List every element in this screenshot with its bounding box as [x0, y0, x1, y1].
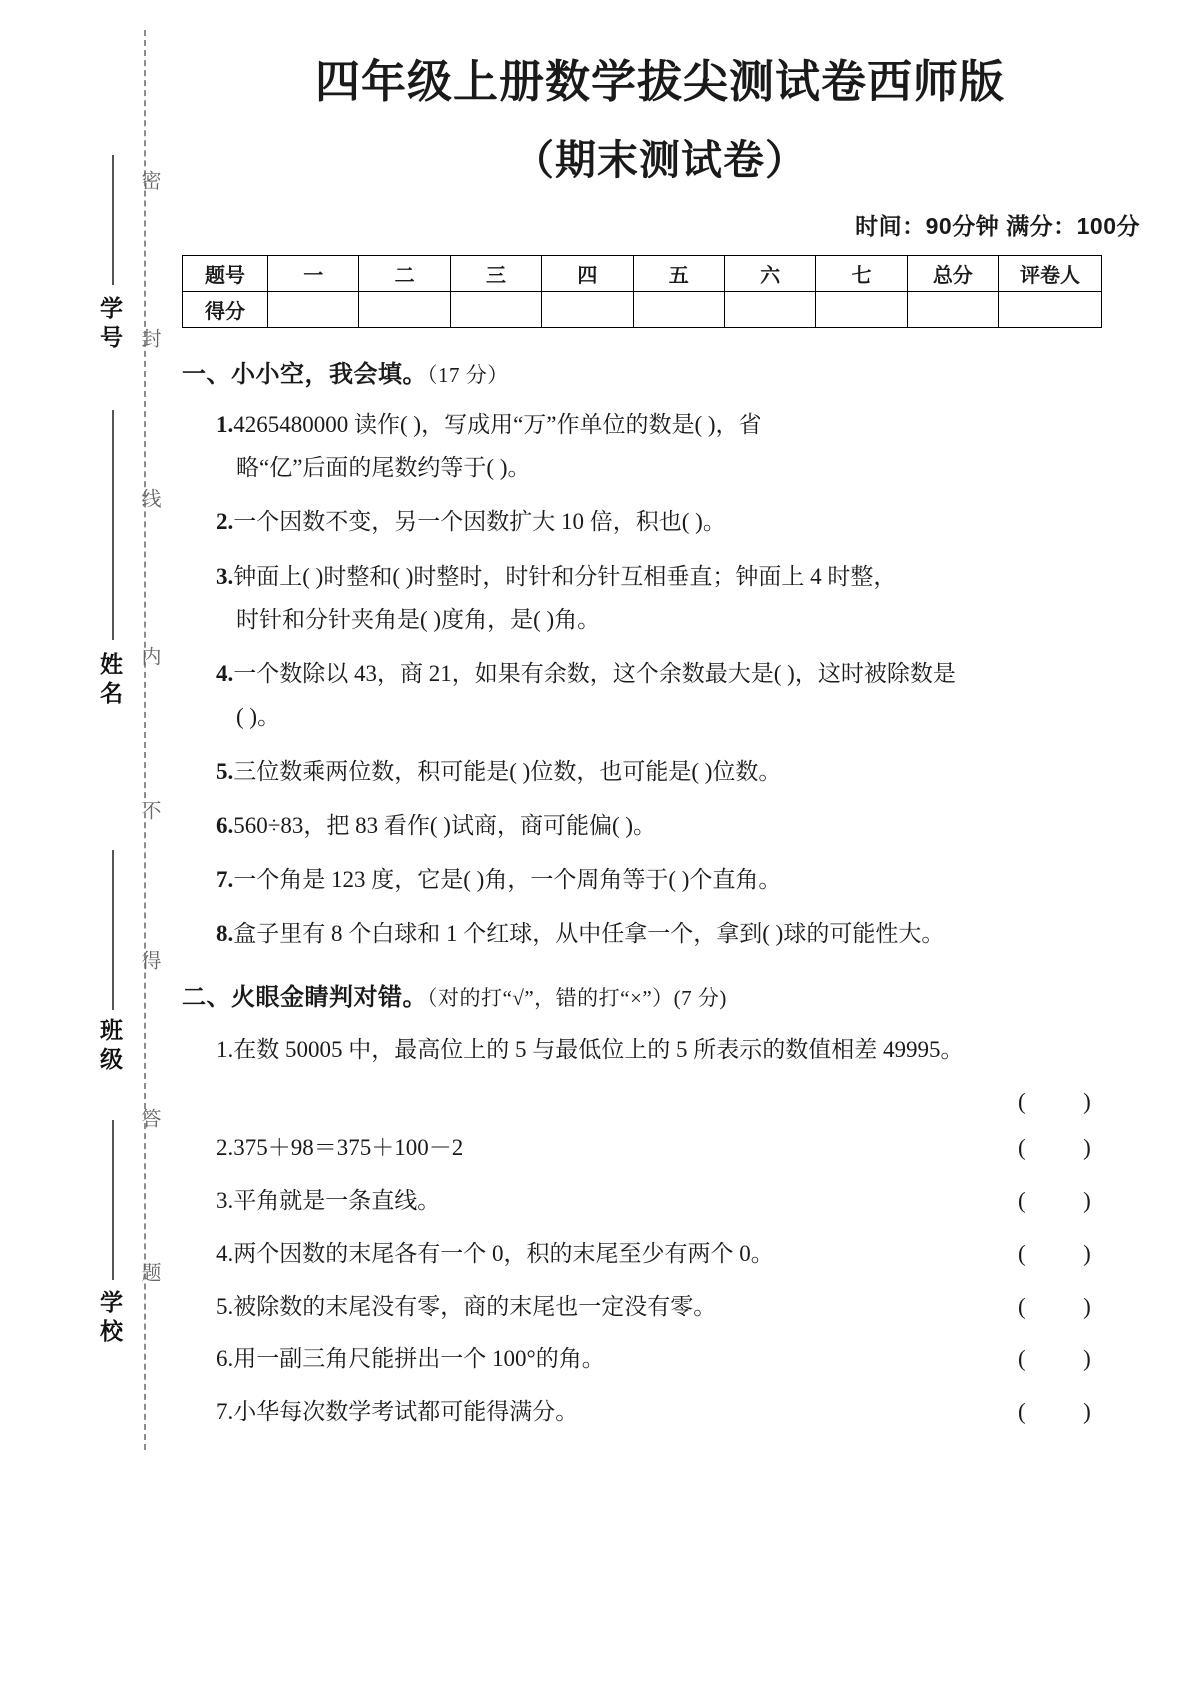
seal-char-da: 答	[138, 1108, 160, 1128]
seal-dashed-line	[144, 30, 146, 1450]
score-cell-2[interactable]	[359, 291, 450, 327]
question-number: 7.	[216, 1399, 234, 1425]
question-number: 8.	[216, 921, 234, 947]
score-cell-7[interactable]	[816, 291, 907, 327]
score-cell-1[interactable]	[268, 291, 359, 327]
question-1-3-cont	[236, 601, 1142, 638]
tf-question-7	[216, 1394, 1170, 1431]
question-number: 2.	[216, 509, 234, 535]
question-number: 6.	[216, 812, 234, 838]
score-table-row-label-2: 得分	[183, 291, 268, 327]
question-number: 1.	[216, 1036, 234, 1062]
seal-char-xian: 线	[138, 488, 160, 508]
section-1-title: 小小空，我会填。	[231, 360, 427, 388]
score-col-4: 四	[542, 255, 633, 291]
question-number: 5.	[216, 1293, 234, 1319]
question-line: ( )。	[236, 704, 281, 730]
seal-char-nei: 内	[138, 646, 160, 666]
tf-question-3	[216, 1183, 1170, 1220]
tf-answer-field[interactable]: ( )	[1018, 1346, 1091, 1372]
question-1-7	[216, 861, 1142, 898]
question-line: 一个数除以 43，商 21，如果有余数，这个余数最大是( )，这时被除数是	[233, 661, 956, 686]
field-school[interactable]: 学校	[97, 1290, 122, 1348]
score-cell-grader[interactable]	[999, 291, 1102, 327]
question-1-6	[216, 807, 1142, 844]
question-line: 560÷83，把 83 看作( )试商，商可能偏( )。	[233, 812, 657, 838]
question-text: 平角就是一条直线。	[233, 1188, 441, 1214]
question-number: 5.	[216, 758, 234, 784]
section-heading-2	[182, 977, 1170, 1012]
question-number: 6.	[216, 1346, 234, 1372]
question-text: 小华每次数学考试都可能得满分。	[233, 1399, 579, 1425]
score-cell-5[interactable]	[633, 291, 724, 327]
exam-meta: 时间：90分钟 满分：100分	[855, 212, 1140, 239]
question-line: 时针和分针夹角是( )度角，是( )角。	[236, 606, 601, 632]
tf-question-4	[216, 1236, 1170, 1273]
seal-char-bu: 不	[138, 800, 160, 820]
tf-answer-field[interactable]: ( )	[1018, 1188, 1091, 1214]
section-2-points: （对的打“√”，错的打“×”）(7 分)	[427, 985, 727, 1010]
score-cell-3[interactable]	[450, 291, 541, 327]
question-text: 用一副三角尺能拼出一个 100°的角。	[233, 1346, 605, 1372]
question-text: 在数 50005 中，最高位上的 5 与最低位上的 5 所表示的数值相差 49995。	[233, 1036, 964, 1062]
question-1-4	[216, 655, 1142, 692]
school-rule	[112, 1120, 114, 1280]
score-col-3: 三	[450, 255, 541, 291]
seal-char-feng: 封	[138, 328, 160, 348]
question-number: 2.	[216, 1135, 234, 1161]
question-number: 7.	[216, 867, 234, 892]
student-id-rule	[112, 155, 114, 285]
field-student-id[interactable]: 学号	[97, 296, 122, 354]
tf-answer-field[interactable]: ( )	[1018, 1135, 1091, 1161]
seal-char-de: 得	[138, 950, 160, 970]
class-rule	[112, 850, 114, 1010]
score-col-grader: 评卷人	[999, 255, 1102, 291]
section-1-points: （17 分）	[427, 362, 509, 387]
section-heading-1	[182, 354, 1170, 389]
question-line: 盒子里有 8 个白球和 1 个红球，从中任拿一个，拿到( )球的可能性大。	[233, 921, 945, 947]
score-col-total: 总分	[907, 255, 998, 291]
question-1-1-cont	[236, 449, 1142, 486]
seal-margin	[0, 0, 170, 1684]
score-cell-6[interactable]	[724, 291, 815, 327]
question-line: 三位数乘两位数，积可能是( )位数，也可能是( )位数。	[233, 758, 782, 784]
tf-answer-field[interactable]: ( )	[1018, 1240, 1091, 1266]
section-1-index: 一、	[182, 360, 231, 388]
question-line: 钟面上( )时整和( )时整时，时针和分针互相垂直；钟面上 4 时整，	[233, 563, 897, 589]
question-number: 4.	[216, 1240, 234, 1266]
question-1-3	[216, 558, 1142, 595]
tf-answer-wrap-1	[216, 1068, 1170, 1114]
question-line: 略“亿”后面的尾数约等于( )。	[236, 455, 531, 480]
exam-content	[170, 0, 1170, 1684]
question-number: 3.	[216, 1188, 234, 1214]
score-col-6: 六	[724, 255, 815, 291]
field-student-name[interactable]: 姓名	[97, 652, 122, 710]
page-subtitle: （期末测试卷）	[513, 136, 807, 183]
field-class[interactable]: 班级	[97, 1018, 122, 1076]
question-1-2	[216, 503, 1142, 540]
tf-answer-field[interactable]: ( )	[1018, 1089, 1091, 1115]
section-2-index: 二、	[182, 983, 231, 1011]
score-cell-total[interactable]	[907, 291, 998, 327]
question-text: 被除数的末尾没有零，商的末尾也一定没有零。	[233, 1293, 717, 1319]
question-1-4-cont	[236, 698, 1142, 735]
question-1-5	[216, 753, 1142, 790]
question-1-1	[216, 406, 1142, 443]
question-text: 两个因数的末尾各有一个 0，积的末尾至少有两个 0。	[233, 1240, 774, 1266]
page-title: 四年级上册数学拔尖测试卷西师版	[314, 56, 1005, 107]
tf-answer-field[interactable]: ( )	[1018, 1293, 1091, 1319]
tf-question-5	[216, 1289, 1170, 1326]
score-cell-4[interactable]	[542, 291, 633, 327]
score-col-7: 七	[816, 255, 907, 291]
tf-question-6	[216, 1341, 1170, 1378]
tf-question-2	[216, 1130, 1170, 1167]
score-col-5: 五	[633, 255, 724, 291]
score-table-row-label-1: 题号	[183, 255, 268, 291]
question-line: 一个角是 123 度，它是( )角，一个周角等于( )个直角。	[233, 867, 782, 892]
seal-char-ti: 题	[138, 1262, 160, 1282]
score-col-2: 二	[359, 255, 450, 291]
question-number: 4.	[216, 661, 234, 686]
student-name-rule	[112, 410, 114, 640]
question-line: 4265480000 读作( )，写成用“万”作单位的数是( )，省	[233, 411, 762, 437]
score-col-1: 一	[268, 255, 359, 291]
tf-answer-field[interactable]: ( )	[1018, 1399, 1091, 1425]
table-row-scores	[183, 291, 1102, 327]
tf-question-1	[216, 1032, 1170, 1115]
question-number: 1.	[216, 411, 234, 437]
question-1-8	[216, 915, 1142, 952]
table-row-header	[183, 255, 1102, 291]
question-text: 375＋98＝375＋100－2	[233, 1135, 464, 1161]
question-line: 一个因数不变，另一个因数扩大 10 倍，积也( )。	[233, 509, 726, 535]
score-table	[182, 255, 1102, 328]
section-2-title: 火眼金睛判对错。	[231, 983, 427, 1011]
question-number: 3.	[216, 563, 234, 589]
seal-char-mi: 密	[138, 170, 160, 190]
